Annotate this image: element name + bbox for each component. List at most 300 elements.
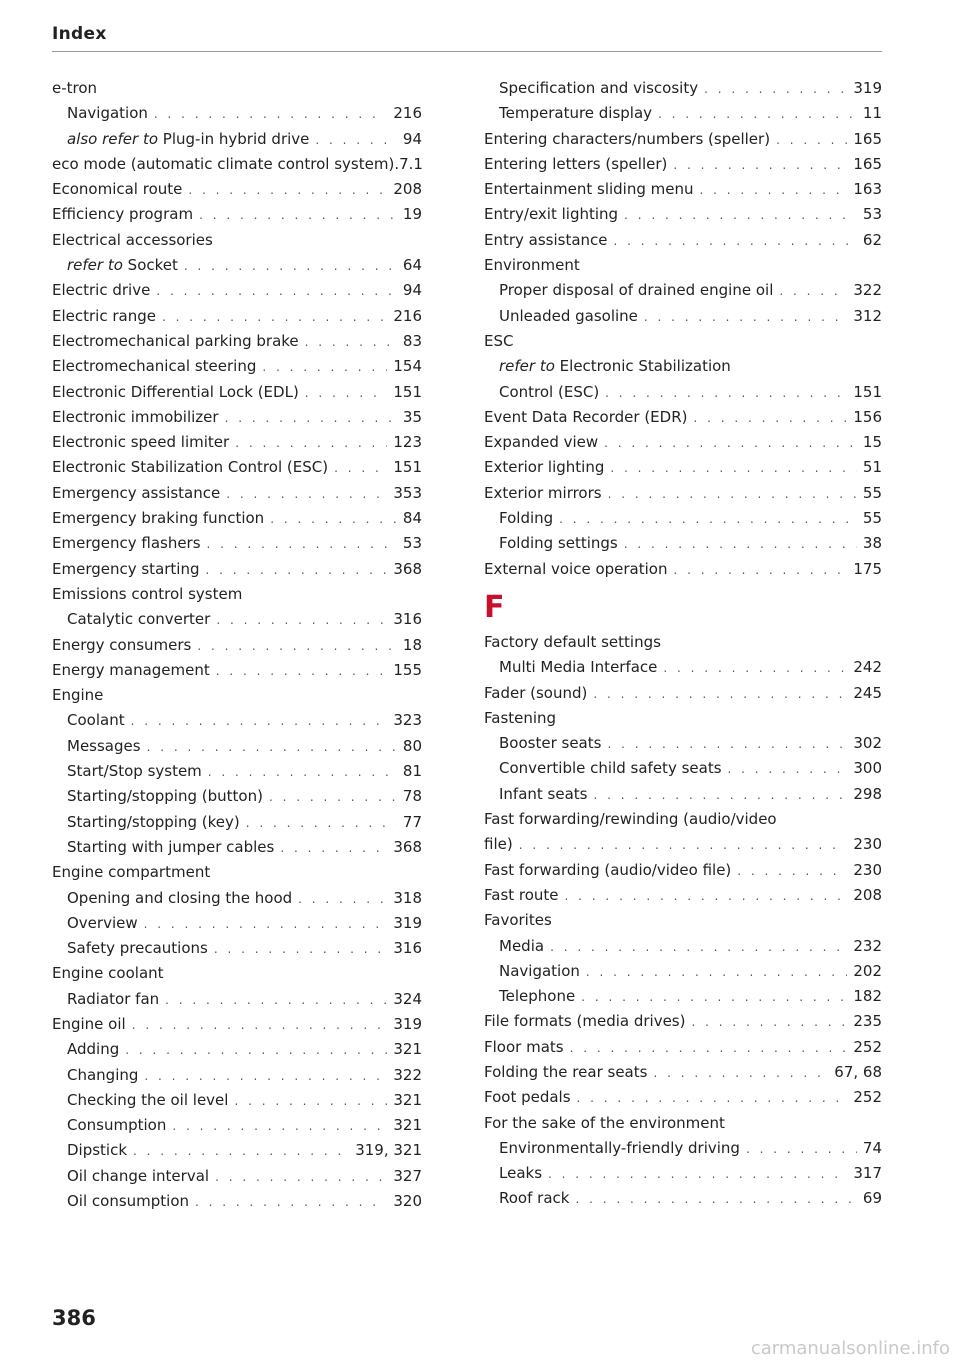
entry-text: Emergency braking function xyxy=(52,509,265,528)
entry-term xyxy=(484,1009,685,1034)
dot-leader xyxy=(298,887,387,912)
entry-text: Environment xyxy=(484,256,580,275)
entry-text: Telephone xyxy=(499,987,576,1006)
entry-page-ref: 302 xyxy=(853,734,882,753)
entry-text: Specification and viscosity xyxy=(499,79,699,97)
entry-text: Radiator fan xyxy=(67,989,160,1008)
index-entry xyxy=(52,455,422,480)
dot-leader xyxy=(624,532,857,557)
dot-leader xyxy=(147,735,397,760)
entry-page-ref: 77 xyxy=(402,812,422,831)
entry-term xyxy=(52,278,150,303)
dot-leader xyxy=(593,682,847,707)
index-entry xyxy=(52,228,422,253)
dot-leader xyxy=(548,1162,847,1187)
entry-text: Electronic immobilizer xyxy=(52,407,219,426)
entry-term xyxy=(52,683,103,708)
entry-term xyxy=(52,76,97,101)
entry-page-ref: 321 xyxy=(393,1116,422,1135)
entry-term xyxy=(484,177,694,202)
entry-text: Efficiency program xyxy=(52,205,194,224)
entry-text: Dipstick xyxy=(67,1141,128,1160)
entry-text: Entering characters/numbers (speller) xyxy=(484,129,771,148)
entry-term xyxy=(52,531,201,556)
dot-leader xyxy=(154,102,387,127)
dot-leader xyxy=(216,608,387,633)
index-entry xyxy=(484,630,882,655)
index-entry xyxy=(52,759,422,784)
entry-page-ref: 216 xyxy=(393,306,422,325)
entry-term xyxy=(52,1012,126,1037)
entry-page-ref: 252 xyxy=(853,1088,882,1107)
entry-page-ref: 151 xyxy=(853,382,882,401)
index-entry xyxy=(484,959,882,984)
dot-leader xyxy=(125,1038,387,1063)
index-entry xyxy=(484,706,882,731)
entry-term xyxy=(67,1037,119,1062)
index-entry xyxy=(52,405,422,430)
entry-term xyxy=(484,557,668,582)
entry-text: File formats (media drives) xyxy=(484,1012,686,1031)
index-entry xyxy=(52,1088,422,1113)
entry-text: Engine coolant xyxy=(52,964,164,983)
entry-term xyxy=(67,1189,189,1214)
index-entry xyxy=(484,1085,882,1110)
entry-text: Exterior mirrors xyxy=(484,483,602,502)
page-number: 386 xyxy=(52,1306,96,1330)
entry-text: Messages xyxy=(67,736,141,755)
index-entry xyxy=(52,582,422,607)
entry-page-ref: 155 xyxy=(393,660,422,679)
entry-page-ref: 216 xyxy=(393,104,422,123)
entry-page-ref: 322 xyxy=(853,281,882,300)
index-entry xyxy=(484,253,882,278)
entry-page-ref: 353 xyxy=(393,483,422,502)
entry-term xyxy=(52,228,213,253)
index-entry xyxy=(52,936,422,961)
entry-page-ref: 55 xyxy=(862,509,882,528)
entry-text: Electronic Stabilization xyxy=(554,357,731,376)
entry-text: Foot pedals xyxy=(484,1088,571,1107)
entry-page-ref: 245 xyxy=(853,683,882,702)
index-entry xyxy=(484,832,882,857)
entry-text: Control (ESC) xyxy=(499,382,600,401)
index-entry xyxy=(484,76,882,101)
entry-term xyxy=(484,202,618,227)
entry-text: Environmentally-friendly driving xyxy=(499,1138,740,1157)
entry-term xyxy=(67,127,309,152)
entry-page-ref: 321 xyxy=(393,1040,422,1059)
entry-text: Fader (sound) xyxy=(484,683,588,702)
entry-term xyxy=(499,731,601,756)
dot-leader xyxy=(519,833,848,858)
entry-text: Temperature display xyxy=(499,104,653,123)
entry-page-ref: 242 xyxy=(853,658,882,677)
dot-leader xyxy=(235,431,387,456)
entry-page-ref: 316 xyxy=(393,610,422,629)
entry-text: Media xyxy=(499,936,545,955)
entry-page-ref: 83 xyxy=(402,331,422,350)
entry-page-ref: 84 xyxy=(402,509,422,528)
entry-page-ref: .7.1 xyxy=(394,154,423,173)
dot-leader xyxy=(586,960,847,985)
entry-text: Roof rack xyxy=(499,1189,570,1208)
entry-page-ref: 312 xyxy=(853,306,882,325)
entry-term xyxy=(52,405,219,430)
entry-text: Entry/exit lighting xyxy=(484,205,619,224)
entry-page-ref: 11 xyxy=(862,104,882,123)
entry-text: Adding xyxy=(67,1040,120,1059)
cross-reference-prefix: refer to xyxy=(499,357,555,376)
entry-term xyxy=(484,681,587,706)
entry-page-ref: 62 xyxy=(862,230,882,249)
index-entry xyxy=(484,455,882,480)
entry-page-ref: 327 xyxy=(393,1166,422,1185)
entry-page-ref: 165 xyxy=(853,129,882,148)
dot-leader xyxy=(197,634,397,659)
dot-leader xyxy=(162,305,387,330)
entry-page-ref: 67, 68 xyxy=(834,1062,882,1081)
index-entry xyxy=(484,177,882,202)
dot-leader xyxy=(315,128,397,153)
dot-leader xyxy=(577,1086,848,1111)
dot-leader xyxy=(779,279,847,304)
index-entry xyxy=(484,354,882,379)
entry-term xyxy=(499,756,722,781)
entry-page-ref: 175 xyxy=(853,559,882,578)
entry-term xyxy=(484,1111,725,1136)
index-entry xyxy=(52,607,422,632)
dot-leader xyxy=(570,1036,848,1061)
index-entry xyxy=(484,908,882,933)
entry-term xyxy=(52,202,193,227)
entry-text: Emergency starting xyxy=(52,559,200,578)
entry-text: e-tron xyxy=(52,79,98,97)
entry-term xyxy=(52,455,328,480)
dot-leader xyxy=(608,482,857,507)
index-entry xyxy=(52,734,422,759)
index-entry xyxy=(484,430,882,455)
entry-page-ref: 15 xyxy=(862,433,882,452)
entry-term xyxy=(67,101,148,126)
entry-term xyxy=(499,1186,569,1211)
dot-leader xyxy=(653,1061,828,1086)
header-title: Index xyxy=(52,24,107,44)
entry-term xyxy=(484,807,777,832)
dot-leader xyxy=(215,1165,387,1190)
index-entry xyxy=(52,1037,422,1062)
entry-page-ref: 18 xyxy=(402,635,422,654)
index-entry xyxy=(52,708,422,733)
dot-leader xyxy=(559,507,857,532)
entry-text: Socket xyxy=(122,256,178,275)
entry-text: Changing xyxy=(67,1065,139,1084)
section-letter: F xyxy=(484,589,505,625)
entry-term xyxy=(67,911,138,936)
entry-term xyxy=(67,810,240,835)
entry-term xyxy=(67,734,141,759)
dot-leader xyxy=(673,153,847,178)
entry-page-ref: 69 xyxy=(862,1189,882,1208)
index-entry xyxy=(52,76,422,101)
dot-leader xyxy=(269,785,397,810)
entry-page-ref: 368 xyxy=(393,837,422,856)
entry-term xyxy=(52,177,182,202)
dot-leader xyxy=(700,178,848,203)
entry-page-ref: 35 xyxy=(402,407,422,426)
index-entry xyxy=(52,961,422,986)
entry-page-ref: 318 xyxy=(393,888,422,907)
entry-text: Coolant xyxy=(67,711,125,730)
entry-text: Opening and closing the hood xyxy=(67,888,293,907)
entry-term xyxy=(67,784,263,809)
index-entry xyxy=(484,531,882,556)
entry-page-ref: 300 xyxy=(853,759,882,778)
dot-leader xyxy=(704,77,847,102)
entry-term xyxy=(499,1161,542,1186)
entry-text: Navigation xyxy=(499,961,580,980)
entry-text: Fast route xyxy=(484,885,559,904)
entry-term xyxy=(52,380,299,405)
index-entry xyxy=(484,1111,882,1136)
entry-term xyxy=(484,405,687,430)
entry-page-ref: 252 xyxy=(853,1037,882,1056)
dot-leader xyxy=(604,431,857,456)
dot-leader xyxy=(693,406,847,431)
index-entry xyxy=(52,278,422,303)
entry-page-ref: 123 xyxy=(393,433,422,452)
entry-text: Energy consumers xyxy=(52,635,192,654)
index-entry xyxy=(484,1035,882,1060)
entry-text: Unleaded gasoline xyxy=(499,306,638,325)
index-entry xyxy=(52,430,422,455)
entry-text: Catalytic converter xyxy=(67,610,211,629)
entry-term xyxy=(484,152,667,177)
entry-text: Fast forwarding (audio/video file) xyxy=(484,860,732,879)
entry-term xyxy=(484,908,552,933)
entry-page-ref: 230 xyxy=(853,835,882,854)
entry-text: Infant seats xyxy=(499,784,588,803)
index-entry xyxy=(52,860,422,885)
entry-term xyxy=(499,1136,740,1161)
entry-text: Electrical accessories xyxy=(52,230,213,249)
index-entry xyxy=(484,1136,882,1161)
entry-page-ref: 323 xyxy=(393,711,422,730)
index-entry xyxy=(52,481,422,506)
entry-text: Folding xyxy=(499,509,554,528)
entry-term xyxy=(484,630,661,655)
entry-text: Exterior lighting xyxy=(484,458,605,477)
index-entry xyxy=(52,531,422,556)
entry-text: Engine xyxy=(52,686,104,705)
entry-text: Oil change interval xyxy=(67,1166,210,1185)
index-entry xyxy=(52,177,422,202)
index-entry xyxy=(52,304,422,329)
entry-text: Electronic Differential Lock (EDL) xyxy=(52,382,299,401)
entry-text: Favorites xyxy=(484,911,552,930)
entry-term xyxy=(67,1164,209,1189)
index-entry xyxy=(52,557,422,582)
index-entry xyxy=(484,858,882,883)
index-entry xyxy=(484,782,882,807)
entry-term xyxy=(499,506,553,531)
entry-text: Factory default settings xyxy=(484,632,661,651)
index-entry xyxy=(484,405,882,430)
index-entry xyxy=(484,481,882,506)
entry-term xyxy=(499,278,773,303)
entry-page-ref: 94 xyxy=(402,281,422,300)
entry-text: Engine compartment xyxy=(52,863,211,882)
entry-text: Electromechanical steering xyxy=(52,357,257,376)
index-entry xyxy=(484,1009,882,1034)
index-entry xyxy=(52,329,422,354)
entry-term xyxy=(52,506,264,531)
entry-text: Entry assistance xyxy=(484,230,608,249)
entry-page-ref: 80 xyxy=(402,736,422,755)
index-entry xyxy=(52,886,422,911)
entry-page-ref: 55 xyxy=(862,483,882,502)
entry-text: Electric range xyxy=(52,306,156,325)
index-entry xyxy=(484,934,882,959)
dot-leader xyxy=(246,811,397,836)
entry-term xyxy=(67,886,292,911)
dot-leader xyxy=(581,985,847,1010)
index-entry xyxy=(484,380,882,405)
dot-leader xyxy=(674,558,848,583)
entry-page-ref: 317 xyxy=(853,1164,882,1183)
entry-page-ref: 368 xyxy=(393,559,422,578)
entry-text: Starting/stopping (button) xyxy=(67,787,263,806)
entry-term xyxy=(52,633,191,658)
entry-term xyxy=(499,934,544,959)
dot-leader xyxy=(270,507,397,532)
entry-term xyxy=(67,835,274,860)
index-entry xyxy=(484,756,882,781)
dot-leader xyxy=(575,1187,856,1212)
entry-term xyxy=(499,782,588,807)
watermark: carmanualsonline.info xyxy=(750,1338,950,1359)
entry-text: Consumption xyxy=(67,1116,167,1135)
entry-term xyxy=(499,984,575,1009)
entry-text: Start/Stop system xyxy=(67,762,202,781)
entry-term xyxy=(484,481,602,506)
index-entry xyxy=(52,202,422,227)
entry-text: Entering letters (speller) xyxy=(484,154,668,173)
entry-term xyxy=(52,658,210,683)
entry-page-ref: 156 xyxy=(853,407,882,426)
dot-leader xyxy=(165,988,387,1013)
index-entry xyxy=(52,835,422,860)
index-entry xyxy=(484,329,882,354)
entry-text: Safety precautions xyxy=(67,939,208,958)
entry-term xyxy=(52,329,299,354)
index-entry xyxy=(484,202,882,227)
entry-text: Folding the rear seats xyxy=(484,1062,648,1081)
entry-text: Leaks xyxy=(499,1164,543,1183)
entry-term xyxy=(52,430,229,455)
index-entry xyxy=(52,987,422,1012)
entry-text: Folding settings xyxy=(499,534,618,553)
entry-text: Emissions control system xyxy=(52,584,243,603)
dot-leader xyxy=(199,203,397,228)
header-divider xyxy=(52,51,882,52)
entry-text: Convertible child safety seats xyxy=(499,759,722,778)
entry-term xyxy=(52,354,256,379)
entry-term xyxy=(484,706,556,731)
dot-leader xyxy=(206,558,388,583)
entry-term xyxy=(484,228,608,253)
entry-term xyxy=(499,354,731,379)
entry-page-ref: 230 xyxy=(853,860,882,879)
dot-leader xyxy=(737,859,847,884)
index-entry xyxy=(52,1012,422,1037)
entry-term xyxy=(499,101,652,126)
entry-term xyxy=(484,127,770,152)
entry-page-ref: 163 xyxy=(853,180,882,199)
index-entry xyxy=(52,911,422,936)
dot-leader xyxy=(156,279,397,304)
index-entry xyxy=(484,278,882,303)
entry-page-ref: 235 xyxy=(853,1012,882,1031)
entry-term xyxy=(52,961,164,986)
entry-text: Multi Media Interface xyxy=(499,658,658,677)
entry-page-ref: 38 xyxy=(862,534,882,553)
index-entry xyxy=(52,101,422,126)
entry-page-ref: 64 xyxy=(402,256,422,275)
entry-term xyxy=(484,883,559,908)
entry-term xyxy=(484,832,513,857)
entry-text: eco mode (automatic climate control system) xyxy=(52,154,395,173)
entry-page-ref: 208 xyxy=(393,180,422,199)
dot-leader xyxy=(746,1137,857,1162)
dot-leader xyxy=(614,229,857,254)
entry-term xyxy=(67,1088,228,1113)
entry-page-ref: 182 xyxy=(853,987,882,1006)
entry-term xyxy=(52,582,242,607)
entry-term xyxy=(52,481,220,506)
entry-page-ref: 208 xyxy=(853,885,882,904)
dot-leader xyxy=(144,912,388,937)
index-entry xyxy=(484,883,882,908)
entry-term xyxy=(499,655,657,680)
entry-text: Booster seats xyxy=(499,734,602,753)
cross-reference-prefix: refer to xyxy=(67,256,123,275)
entry-text: Emergency flashers xyxy=(52,534,201,553)
index-entry xyxy=(52,506,422,531)
entry-page-ref: 320 xyxy=(393,1192,422,1211)
dot-leader xyxy=(208,760,397,785)
entry-text: file) xyxy=(484,835,513,854)
dot-leader xyxy=(188,178,387,203)
dot-leader xyxy=(605,381,847,406)
entry-page-ref: 298 xyxy=(853,784,882,803)
entry-page-ref: 321 xyxy=(393,1090,422,1109)
entry-text: Emergency assistance xyxy=(52,483,221,502)
dot-leader xyxy=(610,456,857,481)
index-entry xyxy=(484,1186,882,1211)
dot-leader xyxy=(663,656,847,681)
cross-reference-prefix: also refer to xyxy=(67,129,159,148)
entry-text: Electronic speed limiter xyxy=(52,433,230,452)
entry-page-ref: 319 xyxy=(393,913,422,932)
index-entry xyxy=(52,633,422,658)
dot-leader xyxy=(624,203,857,228)
entry-text: Oil consumption xyxy=(67,1192,190,1211)
dot-leader xyxy=(550,935,847,960)
entry-text: Checking the oil level xyxy=(67,1090,229,1109)
entry-term xyxy=(67,1138,127,1163)
entry-text: Electronic Stabilization Control (ESC) xyxy=(52,458,329,477)
